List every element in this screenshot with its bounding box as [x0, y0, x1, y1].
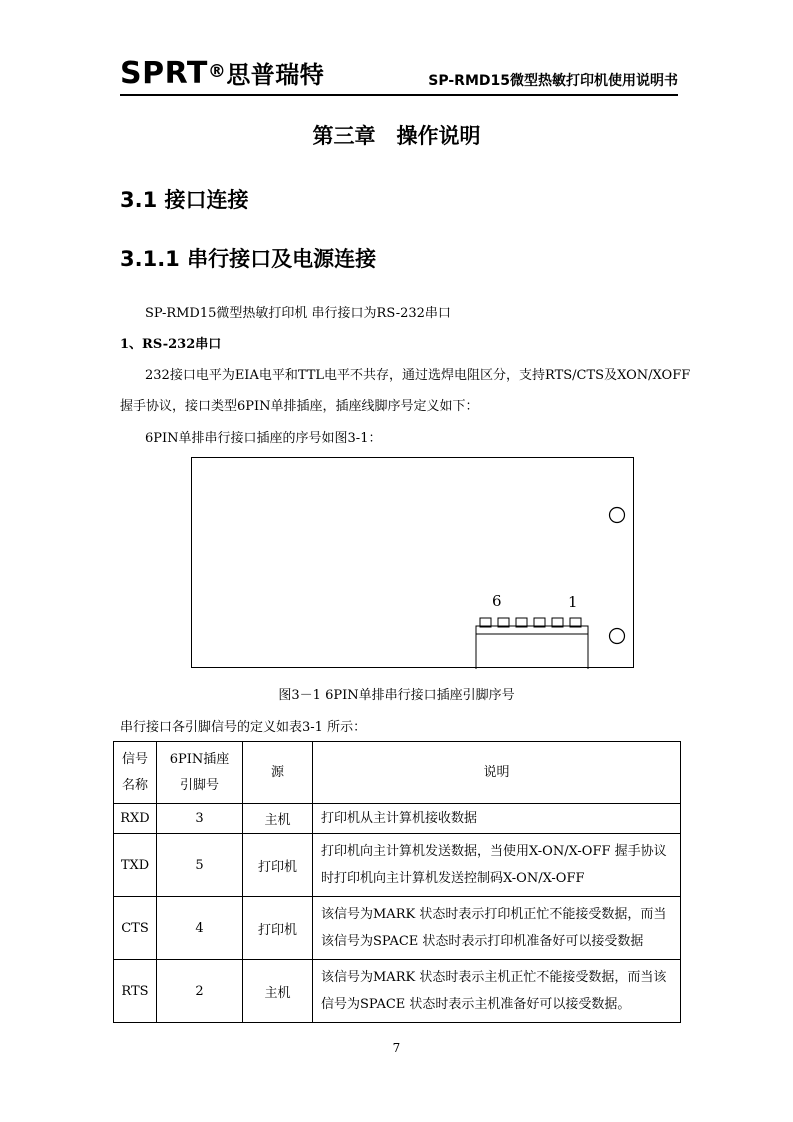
- brand-name: SPRT: [120, 56, 208, 91]
- cell-signal: TXD: [114, 834, 157, 897]
- table-row: [114, 897, 681, 960]
- cell-pin: 2: [157, 960, 243, 1023]
- page-header: [120, 56, 678, 96]
- mounting-hole-top: [610, 508, 625, 523]
- cell-source: 打印机: [243, 834, 313, 897]
- cell-description: 打印机向主计算机发送数据，当使用X-ON/X-OFF 握手协议 时打印机向主计算机发送控制码X-ON/X-OFF: [313, 834, 681, 897]
- header-description: 说明: [313, 742, 681, 804]
- document-title: SP-RMD15微型热敏打印机使用说明书: [428, 73, 678, 89]
- cell-pin: 4: [157, 897, 243, 960]
- registered-mark: ®: [207, 61, 227, 82]
- cell-source: 打印机: [243, 897, 313, 960]
- brand-logo: [120, 56, 324, 93]
- cell-signal: RXD: [114, 804, 157, 834]
- table-header-row: [114, 742, 681, 804]
- intro-paragraph: SP-RMD15微型热敏打印机 串行接口为RS-232串口: [145, 306, 451, 321]
- body-paragraph-line1: 232接口电平为EIA电平和TTL电平不共存，通过选焊电阻区分，支持RTS/CTS及XON/XOFF: [145, 368, 691, 383]
- cell-source: 主机: [243, 804, 313, 834]
- table-row: [114, 834, 681, 897]
- cell-description: 该信号为MARK 状态时表示主机正忙不能接受数据，而当该 信号为SPACE 状态时表示主机准备好可以接受数据。: [313, 960, 681, 1023]
- subsection-heading: 3.1.1 串行接口及电源连接: [120, 247, 377, 271]
- table-row: [114, 960, 681, 1023]
- cell-pin: 3: [157, 804, 243, 834]
- mounting-hole-bottom: [610, 629, 625, 644]
- body-paragraph-line2: 握手协议，接口类型6PIN单排插座，插座线脚序号定义如下：: [120, 399, 479, 414]
- figure-caption: 图3－1 6PIN单排串行接口插座引脚序号: [278, 688, 515, 703]
- pin-label-6: 6: [492, 592, 502, 610]
- pin-header-connector: [476, 618, 588, 669]
- cell-pin: 5: [157, 834, 243, 897]
- table-intro: 串行接口各引脚信号的定义如表3-1 所示：: [120, 720, 367, 735]
- page-number: 7: [392, 1041, 401, 1055]
- cell-description: 该信号为MARK 状态时表示打印机正忙不能接受数据，而当 该信号为SPACE 状态时表示打印机准备好可以接受数据: [313, 897, 681, 960]
- cell-signal: CTS: [114, 897, 157, 960]
- cell-signal: RTS: [114, 960, 157, 1023]
- figure-intro-paragraph: 6PIN单排串行接口插座的序号如图3-1：: [145, 431, 382, 446]
- header-source: 源: [243, 742, 313, 804]
- chapter-title: 第三章 操作说明: [312, 124, 481, 148]
- brand-name-cn: 思普瑞特: [226, 61, 325, 89]
- pin-label-1: 1: [568, 593, 578, 611]
- cell-description: 打印机从主计算机接收数据: [313, 804, 681, 834]
- cell-source: 主机: [243, 960, 313, 1023]
- header-signal-name: 信号 名称: [114, 742, 157, 804]
- section-heading: 3.1 接口连接: [120, 188, 249, 212]
- connector-diagram: [191, 457, 634, 668]
- connector-diagram-svg: [192, 458, 635, 669]
- signal-table: [113, 741, 681, 1023]
- list-item-heading: 1、RS-232串口: [120, 337, 222, 352]
- header-divider: [120, 94, 678, 96]
- header-pin-number: 6PIN插座 引脚号: [157, 742, 243, 804]
- table-row: [114, 804, 681, 834]
